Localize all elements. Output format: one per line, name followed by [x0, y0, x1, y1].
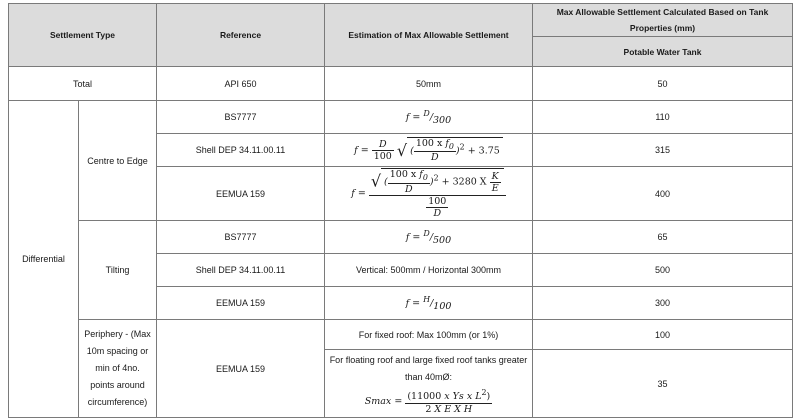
smax-formula: Smax = $\frac{(11000 x Ys x L^2)}{\text{2 X E X H}}$ [364, 388, 491, 415]
cte-bs7777-value: 110 [533, 101, 793, 134]
periphery-fixed-roof-estimation: For fixed roof: Max 100mm (or 1%) [325, 320, 533, 350]
periphery-floating-roof-text: For floating roof and large fixed roof tanks greater than 40mØ: [329, 355, 528, 383]
cte-shell-formula: f = $\frac{D}{100}$ √ ( $\frac{100 x f_0}{D}$ )$^2$ + 3.75 [325, 134, 533, 167]
total-reference: API 650 [157, 67, 325, 101]
total-value: 50 [533, 67, 793, 101]
tilt-eemua-reference: EEMUA 159 [157, 287, 325, 320]
periphery-floating-roof-estimation [325, 350, 533, 418]
periphery-label: Periphery - (Max 10m spacing or min of 4no. points around circumference) [79, 320, 157, 418]
header-reference: Reference [157, 4, 325, 67]
header-estimation: Estimation of Max Allowable Settlement [325, 4, 533, 67]
tilt-shell-value: 500 [533, 254, 793, 287]
tilt-eemua-formula: f = $^H$/100 [325, 287, 533, 320]
header-potable-water-tank: Potable Water Tank [533, 37, 793, 67]
tilt-bs7777-reference: BS7777 [157, 221, 325, 254]
cte-bs7777-formula: f = $^D$/300 [325, 101, 533, 134]
tilt-shell-reference: Shell DEP 34.11.00.11 [157, 254, 325, 287]
total-estimation: 50mm [325, 67, 533, 101]
tilt-bs7777-formula: f = $^D$/500 [325, 221, 533, 254]
periphery-reference: EEMUA 159 [157, 320, 325, 418]
tilt-shell-estimation: Vertical: 500mm / Horizontal 300mm [325, 254, 533, 287]
cte-shell-reference: Shell DEP 34.11.00.11 [157, 134, 325, 167]
header-max-calculated: Max Allowable Settlement Calculated Based on Tank Properties (mm) [533, 4, 793, 37]
cte-eemua-reference: EEMUA 159 [157, 167, 325, 221]
tilt-eemua-value: 300 [533, 287, 793, 320]
settlement-table [8, 3, 793, 418]
tilting-label: Tilting [79, 221, 157, 320]
periphery-floating-roof-value: 35 [533, 350, 793, 418]
cte-shell-value: 315 [533, 134, 793, 167]
centre-to-edge-label: Centre to Edge [79, 101, 157, 221]
differential-label: Differential [9, 101, 79, 418]
cte-eemua-value: 400 [533, 167, 793, 221]
periphery-fixed-roof-value: 100 [533, 320, 793, 350]
cte-bs7777-reference: BS7777 [157, 101, 325, 134]
tilt-bs7777-value: 65 [533, 221, 793, 254]
cte-eemua-formula: f = √ ( $\frac{100 x f_0}{D}$ )$^2$ + 3280 X $\frac{K}{E}$ $\frac{100}{D}$ [325, 167, 533, 221]
total-type: Total [9, 67, 157, 101]
header-settlement-type: Settlement Type [9, 4, 157, 67]
